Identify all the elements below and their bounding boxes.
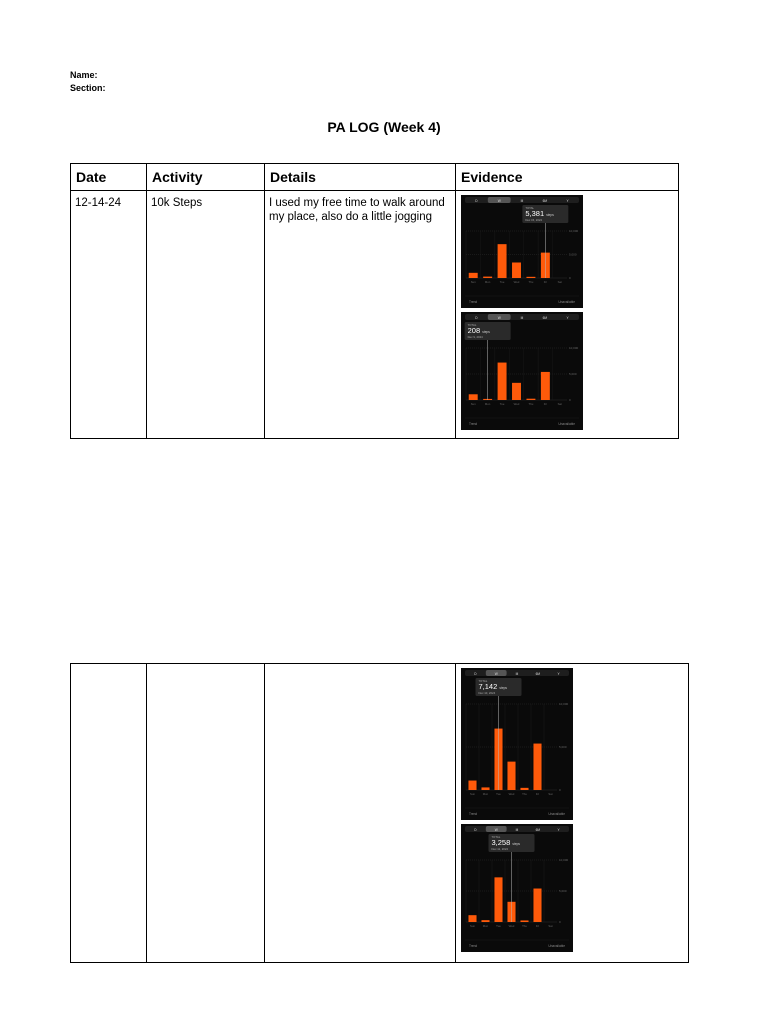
y-tick-label: 10,000 — [569, 229, 579, 234]
tab-d: D — [474, 672, 477, 676]
trend-status: Unavailable — [558, 422, 575, 426]
y-tick-label: 0 — [559, 788, 561, 793]
tab-w: W — [497, 316, 501, 320]
total-date: Dec 15, 2024 — [525, 218, 542, 222]
tab-d: D — [475, 316, 478, 320]
x-tick-label: Sun — [470, 924, 475, 928]
trend-label: Trend — [469, 300, 478, 304]
header-date: Date — [71, 164, 147, 191]
trend-label: Trend — [469, 812, 478, 816]
cell-activity: 10k Steps — [147, 191, 265, 439]
step-chart — [461, 312, 583, 430]
x-tick-label: Sat — [557, 280, 562, 284]
table-row — [71, 664, 689, 963]
total-date: Dec 9, 2024 — [467, 335, 483, 339]
tab-y: Y — [566, 316, 569, 320]
x-tick-label: Sat — [557, 402, 562, 406]
y-tick-label: 10,000 — [559, 858, 569, 863]
y-tick-label: 10,000 — [559, 702, 569, 707]
evidence-screenshot — [461, 312, 583, 430]
tab-m: M — [520, 316, 524, 320]
chart-bar — [468, 915, 476, 922]
cell-date — [71, 664, 147, 963]
log-table-1 — [70, 163, 679, 439]
total-date: Dec 10, 2024 — [478, 691, 496, 695]
chart-bar — [498, 244, 507, 278]
header-evidence: Evidence — [456, 164, 679, 191]
total-label: TOTAL — [491, 835, 501, 839]
y-tick-label: 0 — [569, 398, 571, 403]
tab-d: D — [474, 828, 477, 832]
log-table-2 — [70, 663, 689, 963]
x-tick-label: Mon — [484, 402, 491, 406]
evidence-screenshot — [461, 824, 573, 952]
y-tick-label: 5,000 — [569, 252, 577, 257]
header-details: Details — [265, 164, 456, 191]
total-value: 7,142 steps — [478, 682, 507, 691]
name-label: Name: — [70, 70, 98, 80]
cell-evidence — [456, 191, 679, 439]
x-tick-label: Thu — [528, 402, 534, 406]
chart-bar — [526, 277, 535, 278]
total-value: 5,381 steps — [525, 209, 554, 218]
chart-bar — [483, 277, 492, 278]
total-label: TOTAL — [467, 323, 477, 327]
trend-status: Unavailable — [558, 300, 575, 304]
tab-6m: 6M — [535, 828, 541, 832]
total-label: TOTAL — [525, 206, 535, 210]
chart-bar — [526, 399, 535, 400]
cell-activity — [147, 664, 265, 963]
tab-m: M — [515, 828, 519, 832]
chart-bar — [481, 787, 489, 790]
trend-status: Unavailable — [548, 812, 565, 816]
tab-m: M — [515, 672, 519, 676]
chart-bar — [533, 744, 541, 790]
x-tick-label: Wed — [513, 402, 520, 406]
section-label: Section: — [70, 83, 106, 93]
chart-bar — [498, 363, 507, 400]
total-value: 208 steps — [467, 326, 490, 335]
x-tick-label: Fri — [535, 924, 540, 928]
tab-6m: 6M — [535, 672, 541, 676]
x-tick-label: Fri — [535, 792, 540, 796]
tab-w: W — [494, 672, 498, 676]
cell-details — [265, 664, 456, 963]
header-activity: Activity — [147, 164, 265, 191]
x-tick-label: Sun — [470, 792, 475, 796]
cell-details: I used my free time to walk around my place, also do a little jogging — [265, 191, 456, 439]
tab-6m: 6M — [542, 199, 548, 203]
y-tick-label: 5,000 — [569, 372, 577, 377]
x-tick-label: Mon — [482, 924, 489, 928]
y-tick-label: 0 — [569, 276, 571, 281]
evidence-screenshot — [461, 195, 583, 308]
tab-d: D — [475, 199, 478, 203]
tab-m: M — [520, 199, 524, 203]
total-label: TOTAL — [478, 679, 488, 683]
x-tick-label: Tue — [499, 402, 505, 406]
x-tick-label: Tue — [496, 792, 501, 796]
y-tick-label: 0 — [559, 920, 561, 925]
x-tick-label: Tue — [496, 924, 501, 928]
chart-bar — [512, 262, 521, 278]
x-tick-label: Fri — [543, 280, 547, 284]
chart-bar — [533, 889, 541, 922]
cell-evidence — [456, 664, 689, 963]
chart-bar — [520, 920, 528, 922]
x-tick-label: Wed — [508, 792, 515, 796]
x-tick-label: Mon — [482, 792, 489, 796]
x-tick-label: Tue — [499, 280, 505, 284]
x-tick-label: Sun — [470, 280, 476, 284]
x-tick-label: Sun — [470, 402, 476, 406]
trend-label: Trend — [469, 944, 478, 948]
step-chart — [461, 824, 573, 952]
total-value: 3,258 steps — [491, 838, 520, 847]
x-tick-label: Sat — [548, 792, 553, 796]
chart-bar — [512, 383, 521, 400]
tab-w: W — [497, 199, 501, 203]
step-chart — [461, 195, 583, 308]
evidence-screenshot — [461, 668, 573, 820]
total-date: Dec 11, 2024 — [491, 847, 508, 851]
x-tick-label: Thu — [528, 280, 534, 284]
x-tick-label: Wed — [508, 924, 515, 928]
step-chart — [461, 668, 573, 820]
tab-6m: 6M — [542, 316, 548, 320]
chart-bar — [481, 920, 489, 922]
x-tick-label: Sat — [548, 924, 553, 928]
x-tick-label: Fri — [543, 402, 547, 406]
chart-bar — [507, 762, 515, 790]
trend-status: Unavailable — [548, 944, 565, 948]
y-tick-label: 5,000 — [559, 889, 567, 894]
x-tick-label: Thu — [522, 792, 527, 796]
chart-bar — [494, 877, 502, 922]
chart-bar — [541, 372, 550, 400]
x-tick-label: Thu — [522, 924, 527, 928]
chart-bar — [469, 394, 478, 400]
x-tick-label: Mon — [484, 280, 491, 284]
tab-y: Y — [566, 199, 569, 203]
tab-y: Y — [557, 828, 560, 832]
cell-date: 12-14-24 — [71, 191, 147, 439]
trend-label: Trend — [469, 422, 478, 426]
y-tick-label: 5,000 — [559, 745, 567, 750]
chart-bar — [469, 273, 478, 278]
table-row — [71, 191, 679, 439]
x-tick-label: Wed — [513, 280, 520, 284]
chart-bar — [520, 788, 528, 790]
page-title: PA LOG (Week 4) — [327, 119, 441, 135]
chart-bar — [468, 781, 476, 790]
table-header-row — [71, 164, 679, 191]
tab-w: W — [494, 828, 498, 832]
y-tick-label: 10,000 — [569, 346, 579, 351]
tab-y: Y — [557, 672, 560, 676]
